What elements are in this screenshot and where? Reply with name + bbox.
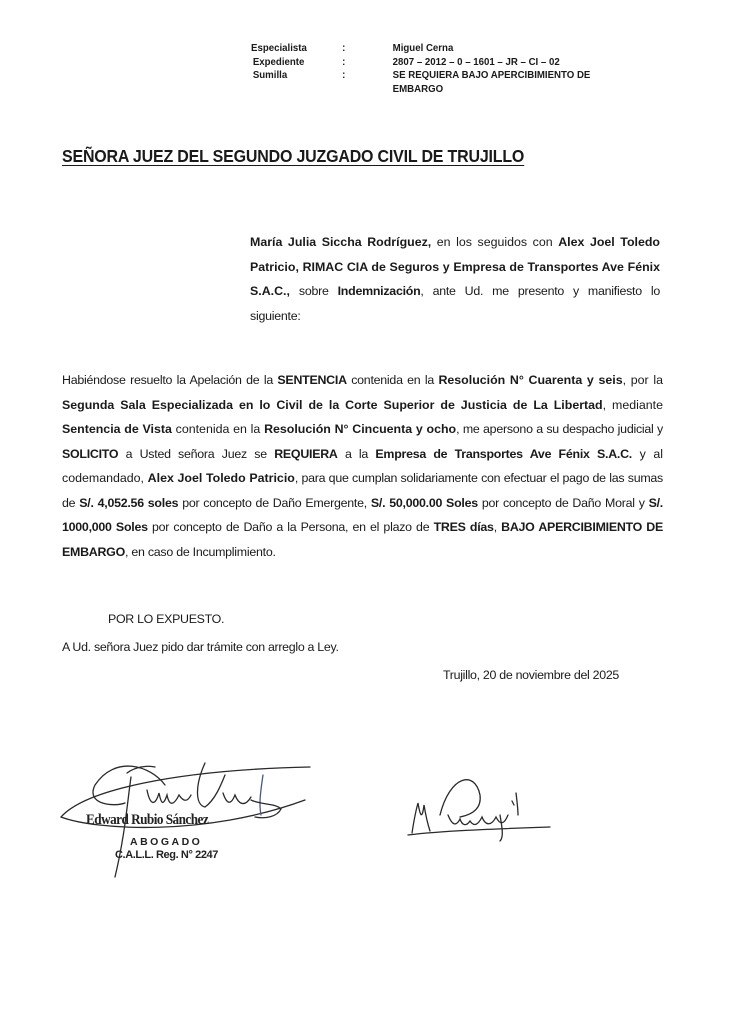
body-text: , xyxy=(493,520,502,534)
header-row-expediente xyxy=(251,56,632,70)
intro-text: en los seguidos con xyxy=(431,235,559,249)
case-header xyxy=(251,42,632,96)
plaintiff-name: María Julia Siccha Rodríguez, xyxy=(250,235,432,249)
closing-request: A Ud. señora Juez pido dar trámite con arreglo a Ley. xyxy=(62,640,339,654)
body-bold: S/. 1000,000 Soles xyxy=(62,495,663,534)
header-value: Miguel Cerna xyxy=(392,42,454,54)
header-separator: : xyxy=(342,42,346,54)
body-text: , en caso de Incumplimiento. xyxy=(124,544,276,559)
lawyer-role-stamp: ABOGADO xyxy=(130,836,203,848)
intro-text: , ante Ud. me presento y manifiesto lo siguiente: xyxy=(250,284,660,323)
matter: Indemnización xyxy=(337,284,421,298)
body-text: por concepto de Daño Emergente, xyxy=(178,495,371,510)
body-text: Habiéndose resuelto la Apelación de la xyxy=(62,373,278,387)
body-text: a la xyxy=(337,446,376,461)
header-label: Expediente xyxy=(252,55,305,68)
body-bold: S/. 4,052.56 soles xyxy=(79,495,179,510)
body-text: por concepto de Daño Moral y xyxy=(477,495,649,510)
body-text: por concepto de Daño a la Persona, en el plazo de xyxy=(147,520,434,534)
body-bold: BAJO APERCIBIMIENTO DE EMBARGO xyxy=(62,520,663,559)
body-text: contenida en la xyxy=(171,422,265,436)
place-date: Trujillo, 20 de noviembre del 2025 xyxy=(443,668,619,682)
defendants-names: Alex Joel Toledo Patricio, RIMAC CIA de Seguros y Empresa de Transportes Ave Fénix S.A.C., xyxy=(250,235,660,298)
intro-paragraph xyxy=(250,230,660,328)
lawyer-name-stamp: Edward Rubio Sánchez xyxy=(86,812,209,828)
header-separator: : xyxy=(342,69,346,81)
lawyer-registry-stamp: C.A.L.L. Reg. N° 2247 xyxy=(115,849,218,861)
body-text: , me apersono a su despacho judicial y xyxy=(456,422,664,436)
body-bold: Alex Joel Toledo Patricio xyxy=(147,471,295,485)
body-bold: Resolución N° Cuarenta y seis xyxy=(438,373,623,387)
body-text: , por la xyxy=(622,373,663,387)
body-text: y al codemandado, xyxy=(62,446,663,485)
body-bold: Segunda Sala Especializada en lo Civil de la Corte Superior de Justicia de La Libertad xyxy=(62,397,603,412)
body-bold: Resolución N° Cincuenta y ocho xyxy=(264,422,457,436)
body-text: a Usted señora Juez se xyxy=(118,446,275,461)
body-text: , mediante xyxy=(602,397,663,412)
document-title: SEÑORA JUEZ DEL SEGUNDO JUZGADO CIVIL DE TRUJILLO xyxy=(62,146,525,166)
body-text: , para que cumplan solidariamente con efectuar el pago de las sumas de xyxy=(62,471,663,510)
body-bold: S/. 50,000.00 Soles xyxy=(370,495,478,510)
body-text: contenida en la xyxy=(346,373,439,387)
intro-text: sobre xyxy=(289,284,338,298)
body-bold: Sentencia de Vista xyxy=(62,422,172,436)
body-bold: REQUIERA xyxy=(274,446,338,461)
header-row-sumilla xyxy=(251,69,632,96)
header-value: 2807 – 2012 – 0 – 1601 – JR – CI – 02 xyxy=(392,55,560,68)
main-paragraph xyxy=(62,368,663,564)
body-bold: SOLICITO xyxy=(62,446,119,461)
header-label: Especialista xyxy=(251,42,307,54)
header-value: SE REQUIERA BAJO APERCIBIMIENTO DE EMBARGO xyxy=(392,69,591,95)
client-signature xyxy=(400,765,570,845)
header-separator: : xyxy=(342,55,346,68)
body-bold: Empresa de Transportes Ave Fénix S.A.C. xyxy=(375,446,632,461)
closing-expuesto: POR LO EXPUESTO. xyxy=(108,612,225,626)
header-label: Sumilla xyxy=(252,69,288,81)
body-bold: SENTENCIA xyxy=(277,373,347,387)
body-bold: TRES días xyxy=(433,520,494,534)
header-row-especialista xyxy=(251,42,632,56)
